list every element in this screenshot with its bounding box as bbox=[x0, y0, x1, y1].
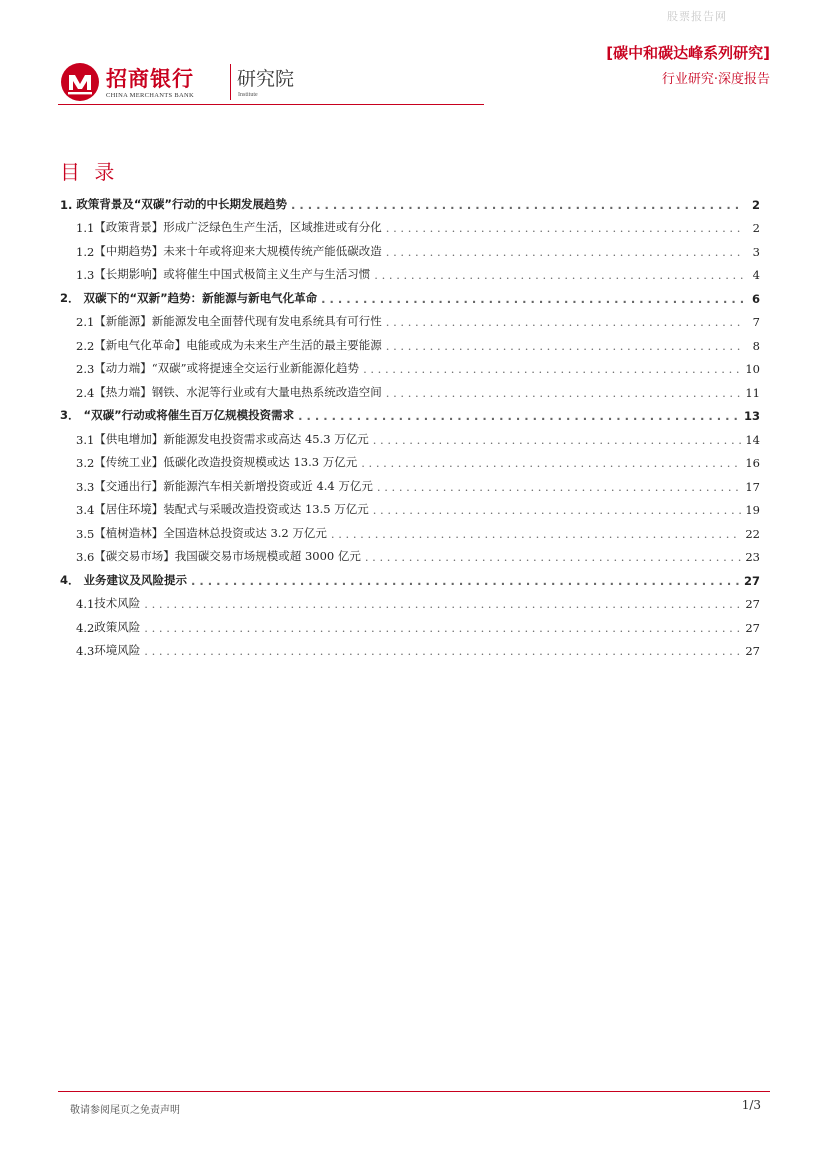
toc-dot-leader bbox=[373, 503, 742, 517]
toc-entry-title: 政策风险 bbox=[94, 619, 141, 634]
toc-dot-leader bbox=[386, 339, 744, 353]
watermark: 股票报告网 bbox=[667, 10, 727, 23]
toc-dot-leader bbox=[363, 362, 741, 376]
toc-entry-title: 【新电气化革命】电能或成为未来生产生活的最主要能源 bbox=[94, 337, 382, 352]
toc-entry-title: 政策背景及“双碳”行动的中长期发展趋势 bbox=[76, 196, 287, 211]
toc-dot-leader bbox=[386, 221, 744, 235]
toc-entry-title: 【交通出行】新能源汽车相关新增投资或近 4.4 万亿元 bbox=[94, 478, 373, 493]
header-divider bbox=[58, 104, 484, 105]
toc-entry-title: 【动力端】“双碳”或将提速全交运行业新能源化趋势 bbox=[94, 361, 360, 375]
toc-entry[interactable] bbox=[60, 447, 760, 471]
toc-entry[interactable] bbox=[60, 517, 760, 541]
toc-entry-number: 2.2 bbox=[76, 338, 95, 353]
toc-dot-leader bbox=[386, 315, 744, 329]
toc-dot-leader bbox=[386, 386, 742, 400]
toc-entry[interactable] bbox=[60, 353, 760, 377]
toc-dot-leader bbox=[144, 644, 741, 658]
toc-entry[interactable] bbox=[60, 611, 760, 635]
page-number: 1/3 bbox=[741, 1098, 761, 1112]
toc-entry[interactable] bbox=[60, 376, 760, 400]
toc-dot-leader bbox=[321, 292, 744, 306]
toc-entry-title: 【中期趋势】未来十年或将迎来大规模传统产能低碳改造 bbox=[94, 243, 382, 258]
toc-entry-title: 【供电增加】新能源发电投资需求或高达 45.3 万亿元 bbox=[94, 431, 369, 446]
toc-entry-page: 13 bbox=[743, 409, 760, 423]
toc-dot-leader bbox=[361, 456, 741, 470]
toc-entry[interactable] bbox=[60, 470, 760, 494]
toc-entry-page: 23 bbox=[745, 550, 760, 564]
institute-english-name: Institute bbox=[238, 92, 258, 98]
toc-entry-number: 4.3 bbox=[76, 644, 95, 658]
toc-entry-title: 【政策背景】形成广泛绿色生产生活，区域推进或有分化 bbox=[94, 220, 382, 234]
toc-heading: 目 录 bbox=[60, 160, 119, 184]
toc-entry-number: 1. bbox=[60, 197, 73, 212]
toc-entry-number: 2． bbox=[60, 290, 80, 305]
toc-entry-number: 3.3 bbox=[76, 479, 95, 494]
toc-dot-leader bbox=[298, 409, 740, 423]
toc-entry-title: 业务建议及风险提示 bbox=[83, 572, 188, 587]
toc-entry-title: 【植树造林】全国造林总投资或达 3.2 万亿元 bbox=[94, 525, 327, 540]
footer-divider bbox=[58, 1091, 770, 1092]
report-type: 行业研究·深度报告 bbox=[661, 72, 770, 87]
toc-entry-title: 环境风险 bbox=[94, 643, 141, 657]
toc-entry-page: 3 bbox=[752, 244, 760, 259]
toc-entry-page: 19 bbox=[745, 503, 760, 517]
bank-logo bbox=[60, 62, 310, 102]
toc-entry-page: 27 bbox=[745, 620, 760, 635]
toc-entry-number: 3.5 bbox=[76, 526, 95, 541]
toc-entry[interactable] bbox=[60, 235, 760, 259]
toc-entry-title: 双碳下的“双新”趋势：新能源与新电气化革命 bbox=[83, 290, 318, 305]
logo-chinese-name: 招商银行 bbox=[106, 67, 194, 91]
toc-entry-number: 1.2 bbox=[76, 244, 95, 259]
toc-entry-number: 4． bbox=[60, 572, 80, 587]
toc-entry-number: 4.1 bbox=[76, 597, 95, 611]
toc-entry-number: 1.3 bbox=[76, 268, 95, 282]
toc-entry-title: 【居住环境】装配式与采暖改造投资或达 13.5 万亿元 bbox=[94, 502, 369, 516]
toc-dot-leader bbox=[291, 198, 744, 212]
institute-name: 研究院 bbox=[237, 68, 295, 90]
toc-entry-page: 27 bbox=[745, 644, 760, 658]
table-of-contents bbox=[60, 188, 760, 658]
toc-entry-title: 【传统工业】低碳化改造投资规模或达 13.3 万亿元 bbox=[94, 455, 358, 469]
logo-divider bbox=[230, 64, 231, 100]
toc-entry-number: 4.2 bbox=[76, 620, 95, 635]
toc-entry-page: 16 bbox=[745, 456, 760, 470]
toc-entry[interactable] bbox=[60, 564, 760, 588]
toc-entry-title: 【长期影响】或将催生中国式极简主义生产与生活习惯 bbox=[94, 267, 371, 281]
toc-entry[interactable] bbox=[60, 306, 760, 330]
series-title: [碳中和碳达峰系列研究] bbox=[606, 44, 770, 62]
toc-dot-leader bbox=[373, 433, 742, 447]
toc-entry-title: 【新能源】新能源发电全面替代现有发电系统具有可行性 bbox=[94, 314, 382, 328]
toc-entry-number: 3． bbox=[60, 408, 80, 422]
toc-entry[interactable] bbox=[60, 282, 760, 306]
toc-dot-leader bbox=[386, 245, 744, 259]
toc-entry-number: 3.2 bbox=[76, 456, 95, 470]
toc-dot-leader bbox=[331, 527, 741, 541]
toc-entry-page: 14 bbox=[745, 432, 760, 447]
toc-dot-leader bbox=[144, 597, 741, 611]
toc-dot-leader bbox=[374, 268, 744, 282]
toc-dot-leader bbox=[377, 480, 741, 494]
toc-entry-page: 10 bbox=[745, 362, 760, 376]
toc-entry-page: 11 bbox=[745, 385, 760, 400]
toc-entry-number: 3.6 bbox=[76, 550, 95, 564]
toc-entry-page: 8 bbox=[752, 338, 760, 353]
toc-entry-page: 17 bbox=[745, 479, 760, 494]
toc-entry-number: 2.4 bbox=[76, 385, 95, 400]
toc-entry-title: 【碳交易市场】我国碳交易市场规模或超 3000 亿元 bbox=[94, 549, 361, 563]
toc-entry-title: 【热力端】钢铁、水泥等行业或有大量电热系统改造空间 bbox=[94, 384, 382, 399]
toc-entry-number: 2.3 bbox=[76, 362, 95, 376]
toc-entry-number: 1.1 bbox=[76, 221, 95, 235]
toc-entry-page: 27 bbox=[745, 597, 760, 611]
toc-entry-number: 3.1 bbox=[76, 432, 95, 447]
toc-entry[interactable] bbox=[60, 400, 760, 424]
toc-entry[interactable] bbox=[60, 541, 760, 565]
toc-entry-title: “双碳”行动或将催生百万亿规模投资需求 bbox=[83, 408, 295, 422]
toc-entry[interactable] bbox=[60, 329, 760, 353]
toc-entry-page: 22 bbox=[745, 526, 760, 541]
toc-entry-title: 技术风险 bbox=[94, 596, 141, 610]
toc-entry[interactable] bbox=[60, 188, 760, 212]
page-header bbox=[58, 40, 770, 106]
toc-entry-page: 7 bbox=[752, 315, 760, 329]
toc-entry-page: 6 bbox=[751, 291, 760, 306]
toc-dot-leader bbox=[144, 621, 741, 635]
toc-entry-page: 27 bbox=[743, 573, 760, 588]
disclaimer-note: 敬请参阅尾页之免责声明 bbox=[70, 1105, 180, 1116]
toc-dot-leader bbox=[191, 574, 740, 588]
logo-english-name: CHINA MERCHANTS BANK bbox=[106, 92, 194, 99]
toc-entry[interactable] bbox=[60, 212, 760, 236]
toc-dot-leader bbox=[365, 550, 741, 564]
toc-entry-page: 4 bbox=[752, 268, 760, 282]
toc-entry[interactable] bbox=[60, 635, 760, 659]
toc-entry[interactable] bbox=[60, 588, 760, 612]
toc-entry-number: 2.1 bbox=[76, 315, 95, 329]
toc-entry-page: 2 bbox=[751, 197, 760, 212]
toc-entry-page: 2 bbox=[752, 221, 760, 235]
toc-entry[interactable] bbox=[60, 423, 760, 447]
cmb-logo-icon bbox=[60, 62, 100, 102]
toc-entry-number: 3.4 bbox=[76, 503, 95, 517]
toc-entry[interactable] bbox=[60, 259, 760, 283]
toc-entry[interactable] bbox=[60, 494, 760, 518]
